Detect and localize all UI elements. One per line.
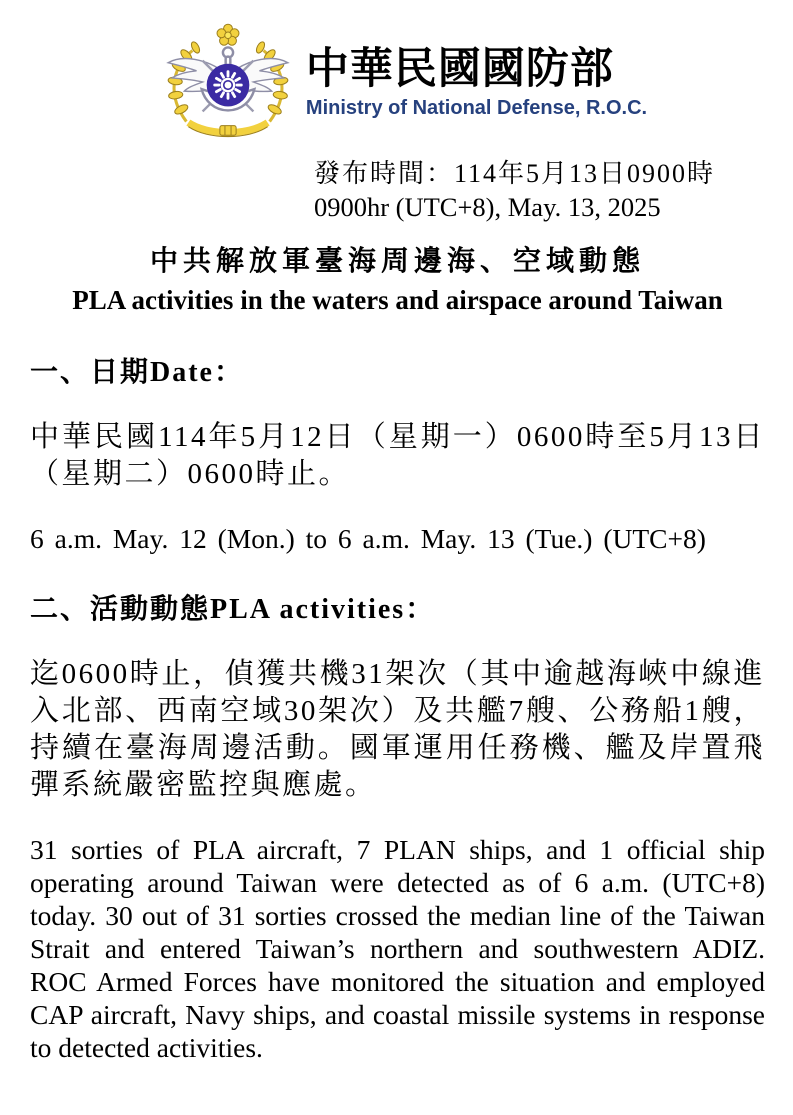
org-name-en: Ministry of National Defense, R.O.C. — [305, 96, 648, 119]
document-title-zh: 中共解放軍臺海周邊海、空域動態 — [149, 245, 645, 277]
section-activities-heading: 二、活動動態PLA activities： — [30, 593, 436, 625]
section-date-heading: 一、日期Date： — [30, 356, 244, 388]
section-activities — [30, 587, 765, 1064]
date-paragraph-en: 6 a.m. May. 12 (Mon.) to 6 a.m. May. 13 (Tue.) (UTC+8) — [30, 522, 706, 554]
wreath-band — [188, 123, 267, 137]
date-paragraph-zh: 中華民國114年5月12日（星期一）0600時至5月13日（星期二）0600時止。 — [30, 420, 765, 490]
sun-disc — [207, 64, 250, 107]
activities-paragraph-zh: 迄0600時止，偵獲共機31架次（其中逾越海峽中線進入北部、西南空域30架次）及共艦7艘、公務船1艘，持續在臺海周邊活動。國軍運用任務機、艦及岸置飛彈系統嚴密監控與應處。 — [30, 657, 765, 801]
release-info-block — [314, 158, 715, 224]
release-time-en: 0900hr (UTC+8), May. 13, 2025 — [313, 191, 661, 222]
activities-paragraph-en: 31 sorties of PLA aircraft, 7 PLAN ships, and 1 official ship operating around Taiwan were detected as of 6 a.m. (UTC+8) today. 30 out of 31 sorties crossed the median line of the Taiwan Strait and entered Taiwan’s northern and southwestern ADIZ. ROC Armed Forces have monitored the situation and employed CAP aircraft, Navy ships, and coastal missile systems in response to detected activities. — [30, 833, 765, 1063]
masthead-text — [306, 46, 647, 119]
section-date — [30, 350, 765, 555]
document-title — [30, 244, 765, 318]
mnd-emblem-icon — [162, 22, 294, 144]
release-time-zh: 發布時間：114年5月13日0900時 — [313, 159, 715, 188]
document-title-en: PLA activities in the waters and airspace around Taiwan — [72, 285, 723, 316]
masthead — [44, 22, 765, 144]
org-name-zh: 中華民國國防部 — [305, 46, 614, 94]
release-info — [30, 158, 715, 224]
plum-blossom — [217, 24, 239, 45]
